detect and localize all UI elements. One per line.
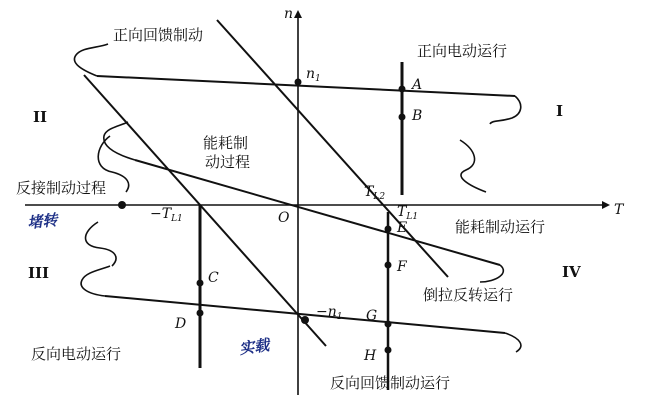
curve-wave-q1 xyxy=(460,140,486,192)
quadrant-IV: IV xyxy=(562,263,581,281)
point-D-label: D xyxy=(175,316,187,332)
quadrant-II: II xyxy=(33,108,48,126)
curve-end-mid-right xyxy=(480,265,503,282)
quadrant-III: III xyxy=(28,264,50,282)
dynamic-braking-process-label-1: 能耗制 xyxy=(203,134,249,152)
TL2-label: $T_{L2}$ xyxy=(364,184,386,202)
point-A-dot xyxy=(399,86,406,93)
dynamic-braking-run-label: 能耗制动运行 xyxy=(455,218,546,236)
point-E-dot xyxy=(385,226,392,233)
handwritten-load: 实载 xyxy=(238,335,271,358)
point-C-label: C xyxy=(208,270,219,286)
forward-regen-label: 正向回馈制动 xyxy=(113,26,204,44)
point-neg-n1-dot xyxy=(301,316,309,324)
point-G-dot xyxy=(385,321,392,328)
curve-end-low-right xyxy=(505,333,521,352)
point-F-dot xyxy=(385,262,392,269)
handwritten-stall: 堵转 xyxy=(26,210,59,232)
characteristic-through-n1-steep xyxy=(217,20,448,277)
TL1-label: $T_{L1}$ xyxy=(397,204,419,222)
point-n1-dot xyxy=(295,79,302,86)
point-B-label: B xyxy=(412,108,423,124)
torque-axis-label: T xyxy=(614,202,624,218)
quadrant-I: I xyxy=(556,102,564,120)
curve-end-upper-left xyxy=(74,44,108,76)
point-D-dot xyxy=(197,310,204,317)
neg-TL1-label: $-T_{L1}$ xyxy=(150,206,183,224)
reverse-regen-label: 反向回馈制动运行 xyxy=(330,374,451,392)
reverse-plugging-label: 反接制动过程 xyxy=(16,179,107,197)
curve-end-upper-right xyxy=(490,96,521,124)
n1-label: $n_1$ xyxy=(306,66,321,84)
point-C-dot xyxy=(197,280,204,287)
neg-n1-label: $-n_1$ xyxy=(316,304,343,322)
point-stall-dot xyxy=(118,201,126,209)
speed-axis-label: n xyxy=(284,6,294,22)
point-G-label: G xyxy=(366,308,378,324)
reverse-pull-label: 倒拉反转运行 xyxy=(423,286,514,304)
point-H-dot xyxy=(385,347,392,354)
point-H-label: H xyxy=(364,348,377,364)
curve-end-low-left xyxy=(81,266,110,296)
reverse-motoring-label: 反向电动运行 xyxy=(31,345,122,363)
characteristic-through-origin xyxy=(135,160,500,265)
point-F-label: F xyxy=(397,259,407,275)
forward-motoring-label: 正向电动运行 xyxy=(417,42,508,60)
point-E-label: E xyxy=(397,220,408,236)
point-B-dot xyxy=(399,114,406,121)
dynamic-braking-process-label-2: 动过程 xyxy=(205,153,251,171)
origin-label: O xyxy=(278,210,290,226)
point-A-label: A xyxy=(412,77,423,93)
curve-wave-q3 xyxy=(86,222,117,266)
